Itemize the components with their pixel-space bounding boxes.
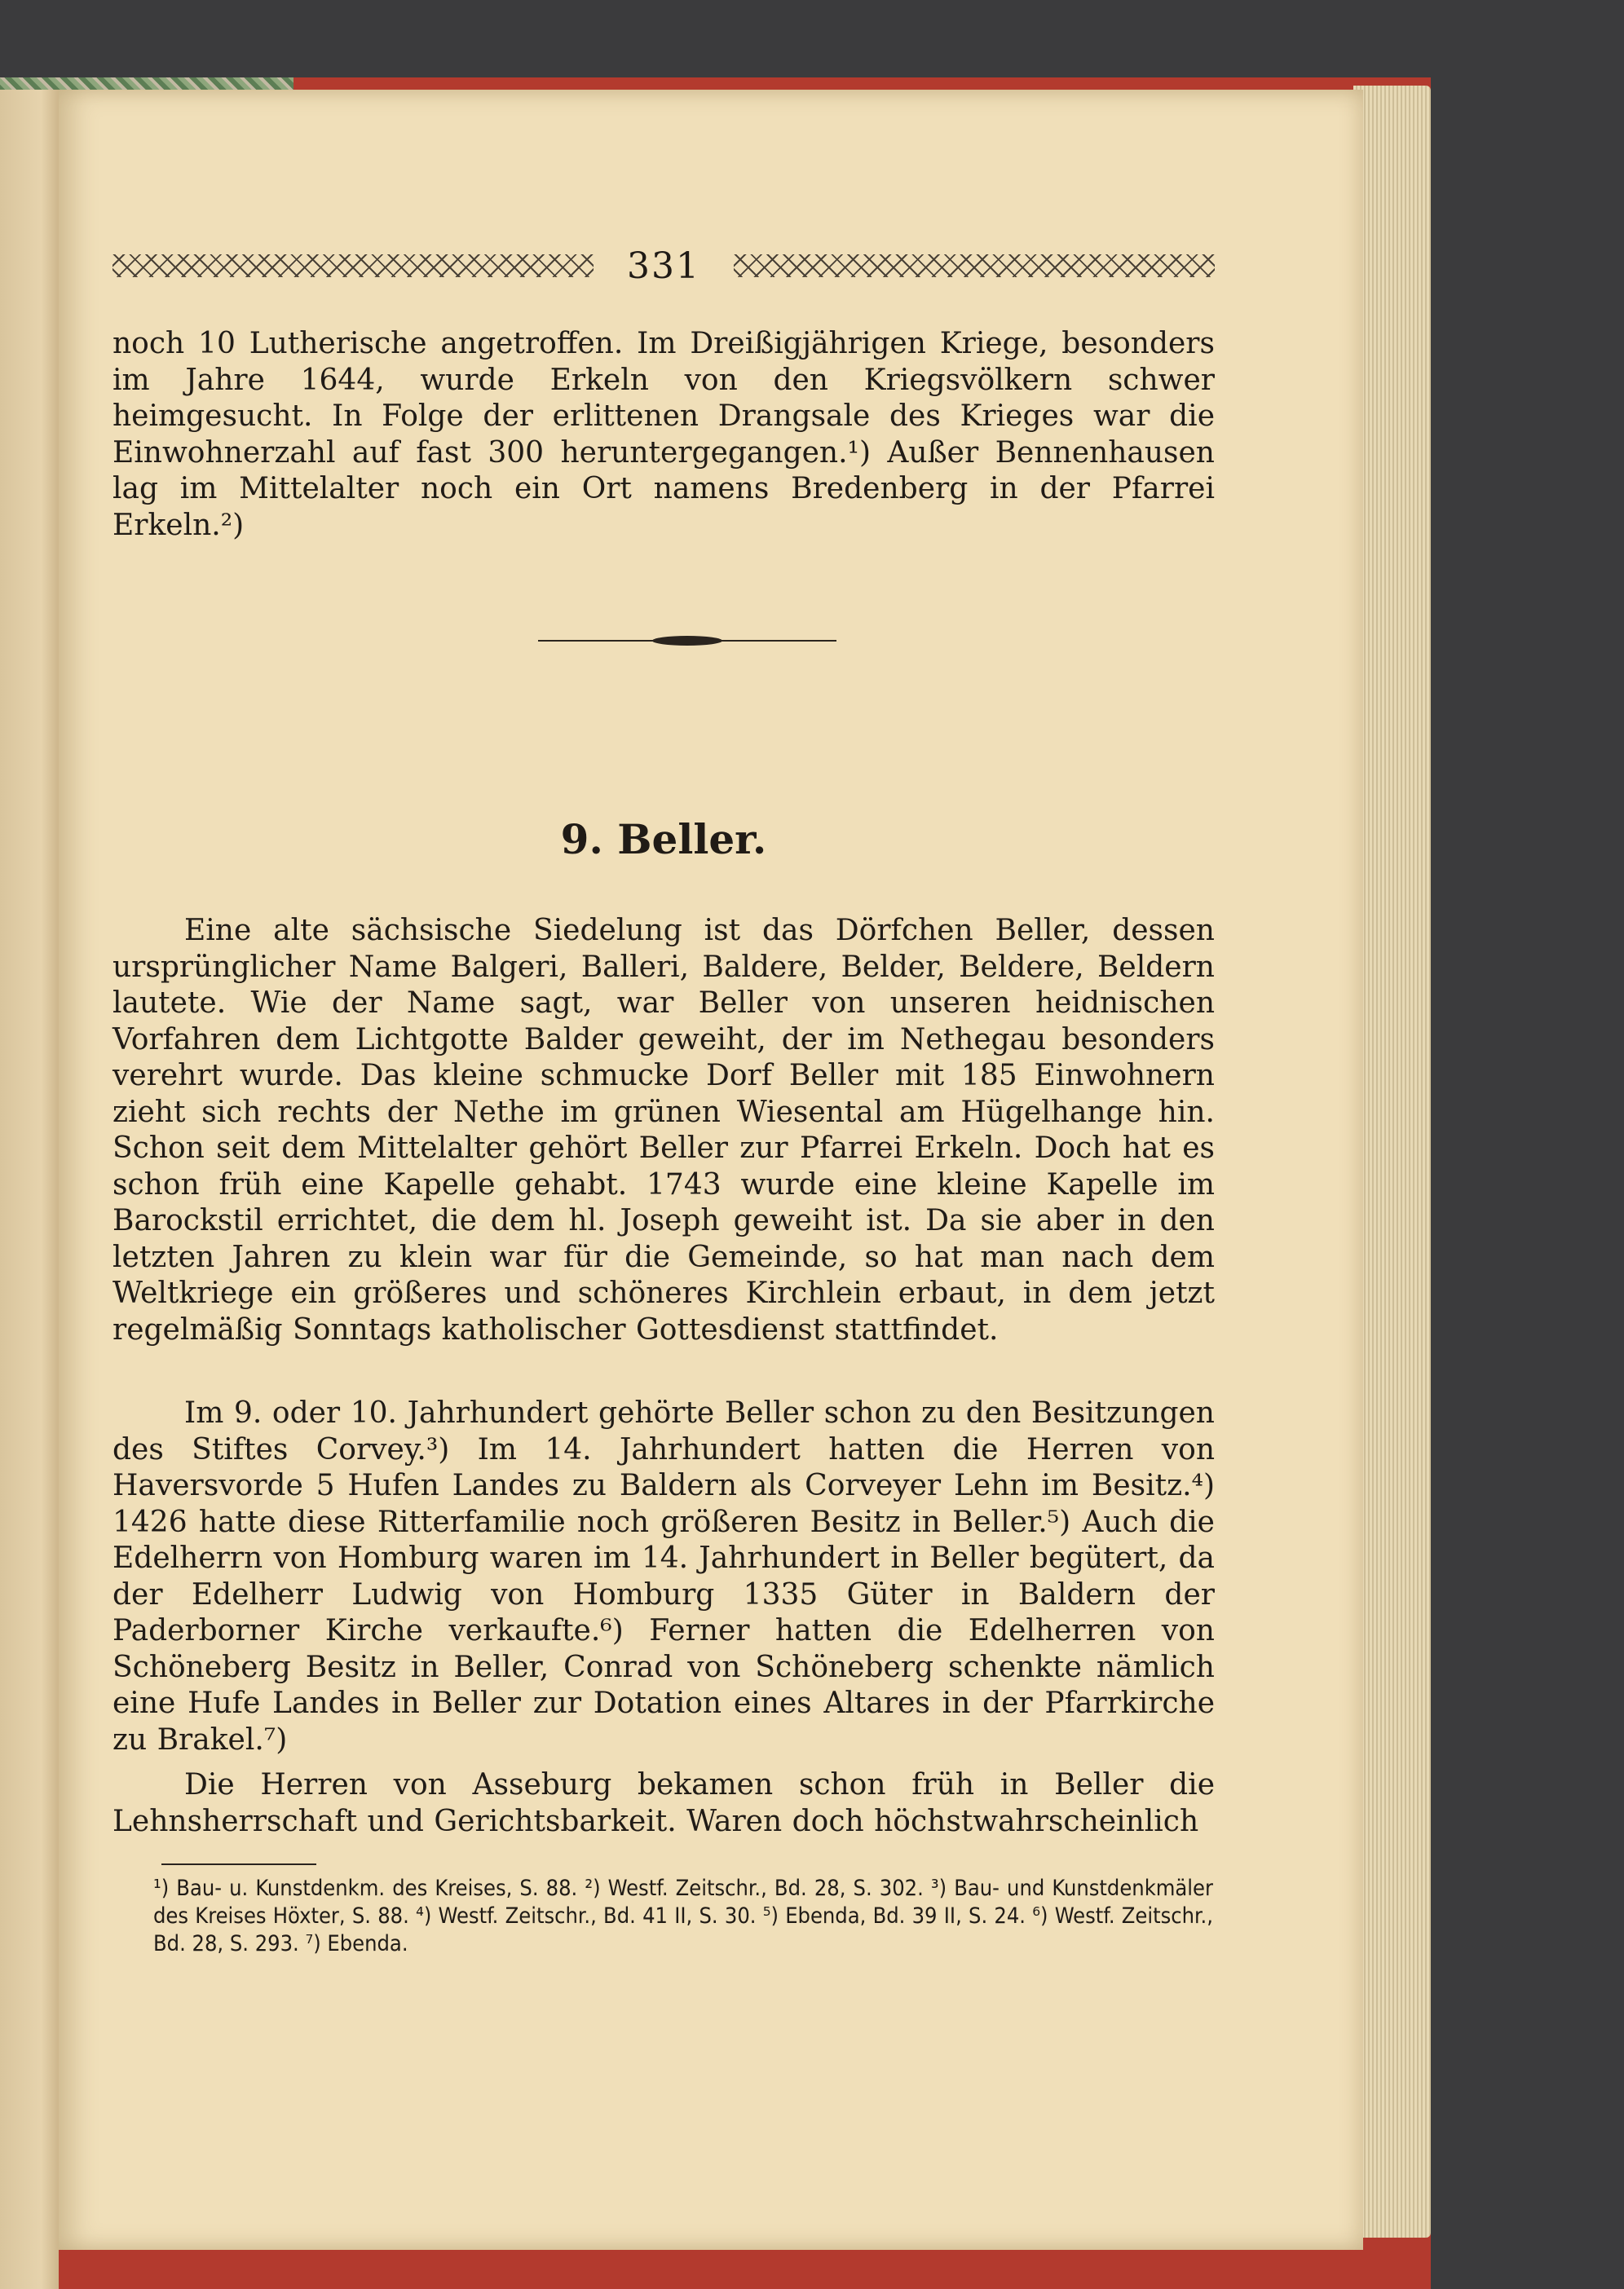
divider-ornament bbox=[652, 636, 722, 646]
section-divider bbox=[538, 634, 836, 647]
paragraph-1: Eine alte sächsische Siedelung ist das Dörfchen Beller, dessen ursprünglicher Name Balgeri, Balleri, Baldere, Belder, Beldere, Beldern lautete. Wie der Name sagt, war Beller von unseren heidnischen Vorfahren dem Lichtgotte Balder geweiht, der im Nethegau besonders verehrt wurde. Das kleine schmucke Dorf Beller mit 185 Einwohnern zieht sich rechts der Nethe im grünen Wiesental am Hügelhange hin. Schon seit dem Mittelalter gehört Beller zur Pfarrei Erkeln. Doch hat es schon früh eine Kapelle gehabt. 1743 wurde eine kleine Kapelle im Barockstil errichtet, die dem hl. Joseph geweiht ist. Da sie aber in den letzten Jahren zu klein war für die Gemeinde, so hat man nach dem Weltkriege ein größeres und schöneres Kirchlein erbaut, in dem jetzt regelmäßig Sonntags katholischer Gottesdienst stattfindet. bbox=[113, 914, 1215, 1347]
page-number: 331 bbox=[627, 245, 700, 287]
paragraph-2: Im 9. oder 10. Jahrhundert gehörte Beller schon zu den Besitzungen des Stiftes Corvey.³) Im 14. Jahrhundert hatten die Herren von Haversvorde 5 Hufen Landes zu Baldern als Corveyer Lehn im Besitz.⁴) 1426 hatte diese Ritterfamilie noch größeren Besitz in Beller.⁵) Auch die Edelherrn von Homburg waren im 14. Jahrhundert in Beller begütert, da der Edelherr Ludwig von Homburg 1335 Güter in Baldern der Paderborner Kirche verkaufte.⁶) Ferner hatten die Edelherren von Schöneberg Besitz in Beller, Conrad von Schöneberg schenkte nämlich eine Hufe Landes in Beller zur Dotation eines Altares in der Pfarrkirche zu Brakel.⁷) bbox=[113, 1396, 1215, 1757]
header-ornament-right bbox=[734, 254, 1215, 277]
footnotes: ¹) Bau- u. Kunstdenkm. des Kreises, S. 88. ²) Westf. Zeitschr., Bd. 28, S. 302. ³) Bau- und Kunstdenkmäler des Kreises Höxter, S. 88. ⁴) Westf. Zeitschr., Bd. 41 II, S. 30. ⁵) Ebenda, Bd. 39 II, S. 24. ⁶) Westf. Zeitschr., Bd. 28, S. 293. ⁷) Ebenda. bbox=[153, 1876, 1213, 1956]
page-edges bbox=[1353, 86, 1431, 2238]
left-page-edge bbox=[0, 90, 59, 2289]
footnote-rule bbox=[161, 1863, 316, 1865]
header-ornament-left bbox=[113, 254, 594, 277]
opening-paragraph: noch 10 Lutherische angetroffen. Im Dreißigjährigen Kriege, besonders im Jahre 1644, wurde Erkeln von den Kriegsvölkern schwer heimgesucht. In Folge der erlittenen Drangsale des Krieges war die Einwohnerzahl auf fast 300 heruntergegangen.¹) Außer Bennenhausen lag im Mittelalter noch ein Ort namens Bredenberg in der Pfarrei Erkeln.²) bbox=[113, 327, 1215, 542]
section-heading: 9. Beller. bbox=[560, 815, 767, 863]
paragraph-3: Die Herren von Asseburg bekamen schon früh in Beller die Lehnsherrschaft und Gerichtsbarkeit. Waren doch höchstwahrscheinlich bbox=[113, 1768, 1215, 1838]
running-header bbox=[113, 245, 1215, 287]
